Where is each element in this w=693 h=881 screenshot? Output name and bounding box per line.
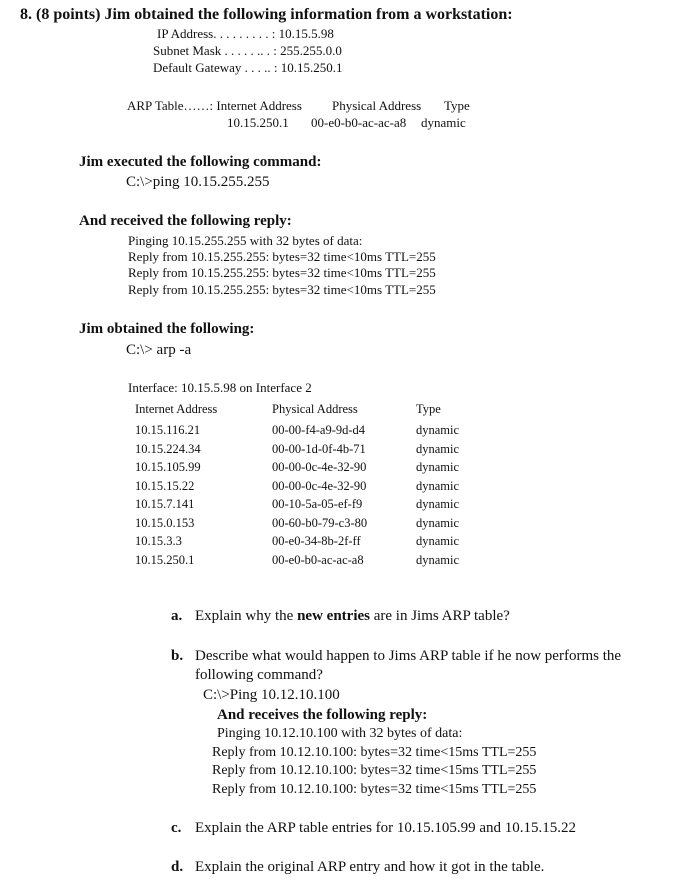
default-gateway-value: 10.15.250.1 [280,60,343,75]
arp-type-cell: dynamic [416,478,460,493]
subnet-mask-label: Subnet Mask . . . . . .. . : [153,43,277,58]
arp-type-cell: dynamic [416,460,460,474]
arp-physical-cell: 00-e0-b0-ac-ac-a8 [272,552,364,567]
arp-type-cell: dynamic [416,534,460,548]
question-b-line2: following command? [195,667,323,683]
table-row [135,553,495,571]
question-number: 8. [20,6,32,23]
arp-initial-col-type: Type [444,98,470,113]
question-b-reply-heading: And receives the following reply: [217,707,428,723]
question-a-text [195,608,510,625]
arp-initial-physical: 00-e0-b0-ac-ac-a8 [311,115,407,130]
command1-heading: Jim executed the following command: [79,154,322,170]
arp-physical-cell: 00-00-0c-4e-32-90 [272,478,367,493]
question-header [20,6,513,24]
question-d-letter: d. [171,859,184,875]
arp-physical-cell: 00-60-b0-79-c3-80 [272,515,368,530]
table-row [135,534,495,552]
arp-col-physical-header: Physical Address [272,402,358,416]
arp-type-cell: dynamic [416,515,460,530]
arp-initial-col-physical: Physical Address [332,98,422,113]
reply1-line: Reply from 10.15.255.255: bytes=32 time<10ms TTL=255 [128,249,436,264]
obtained-command: C:\> arp -a [126,342,192,358]
arp-initial-header [127,98,302,114]
arp-internet-cell: 10.15.7.141 [135,497,195,511]
arp-internet-cell: 10.15.250.1 [135,552,195,567]
table-row [135,516,495,534]
arp-initial-internet: 10.15.250.1 [227,115,289,130]
question-a-bold: new entries [297,608,370,624]
table-row [135,460,495,478]
reply1-line: Pinging 10.15.255.255 with 32 bytes of data: [128,233,363,248]
obtained-heading: Jim obtained the following: [79,321,255,337]
arp-physical-cell: 00-00-f4-a9-9d-d4 [272,423,366,437]
arp-physical-cell: 00-e0-34-8b-2f-ff [272,534,361,548]
arp-col-internet-header: Internet Address [135,402,218,416]
question-b-reply-line: Reply from 10.12.10.100: bytes=32 time<15ms TTL=255 [212,763,537,778]
table-row [135,423,495,441]
arp-initial-label: ARP Table……: Internet Address [127,98,302,113]
question-b-command: C:\>Ping 10.12.10.100 [203,687,340,703]
question-a-pre: Explain why the [195,608,298,624]
question-b-reply-line: Pinging 10.12.10.100 with 32 bytes of data: [217,726,463,741]
table-row [135,497,495,515]
arp-type-cell: dynamic [416,441,460,456]
arp-physical-cell: 00-00-0c-4e-32-90 [272,460,367,474]
arp-internet-cell: 10.15.105.99 [135,460,201,474]
arp-internet-cell: 10.15.15.22 [135,478,195,493]
arp-internet-cell: 10.15.3.3 [135,534,182,548]
question-c-letter: c. [171,820,182,836]
question-a-post: are in Jims ARP table? [369,608,510,624]
arp-col-type-header: Type [416,402,441,416]
table-row [135,479,495,497]
arp-internet-cell: 10.15.224.34 [135,441,201,456]
question-c-text: Explain the ARP table entries for 10.15.105.99 and 10.15.15.22 [195,820,577,836]
arp-type-cell: dynamic [416,552,460,567]
ip-address-value: 10.15.5.98 [278,26,334,41]
arp-type-cell: dynamic [416,497,460,511]
arp-table-header [135,402,495,420]
default-gateway-line [153,60,343,76]
question-b-letter: b. [171,648,184,664]
reply1-line: Reply from 10.15.255.255: bytes=32 time<10ms TTL=255 [128,265,436,280]
question-title: (8 points) Jim obtained the following information from a workstation: [36,6,513,23]
question-b-reply-line: Reply from 10.12.10.100: bytes=32 time<15ms TTL=255 [212,782,537,797]
arp-physical-cell: 00-10-5a-05-ef-f9 [272,497,363,511]
default-gateway-label: Default Gateway . . . .. : [153,60,278,75]
subnet-mask-value: 255.255.0.0 [280,43,342,58]
arp-internet-cell: 10.15.116.21 [135,423,201,437]
ip-address-label: IP Address. . . . . . . . . : [157,26,276,41]
question-b-reply-line: Reply from 10.12.10.100: bytes=32 time<15ms TTL=255 [212,745,537,760]
arp-type-cell: dynamic [416,423,460,437]
question-d-text: Explain the original ARP entry and how it got in the table. [195,859,545,875]
arp-internet-cell: 10.15.0.153 [135,515,195,530]
subnet-mask-line [153,43,342,59]
reply1-heading: And received the following reply: [79,213,292,229]
arp-physical-cell: 00-00-1d-0f-4b-71 [272,441,366,456]
command1-text: C:\>ping 10.15.255.255 [126,174,270,190]
arp-initial-type: dynamic [421,115,466,130]
question-a-letter: a. [171,608,183,624]
table-row [135,442,495,460]
question-b-line1: Describe what would happen to Jims ARP table if he now performs the [195,648,622,664]
ip-address-line [157,26,334,42]
arp-interface-line: Interface: 10.15.5.98 on Interface 2 [128,380,312,395]
reply1-line: Reply from 10.15.255.255: bytes=32 time<10ms TTL=255 [128,282,436,297]
arp-table [135,402,495,572]
